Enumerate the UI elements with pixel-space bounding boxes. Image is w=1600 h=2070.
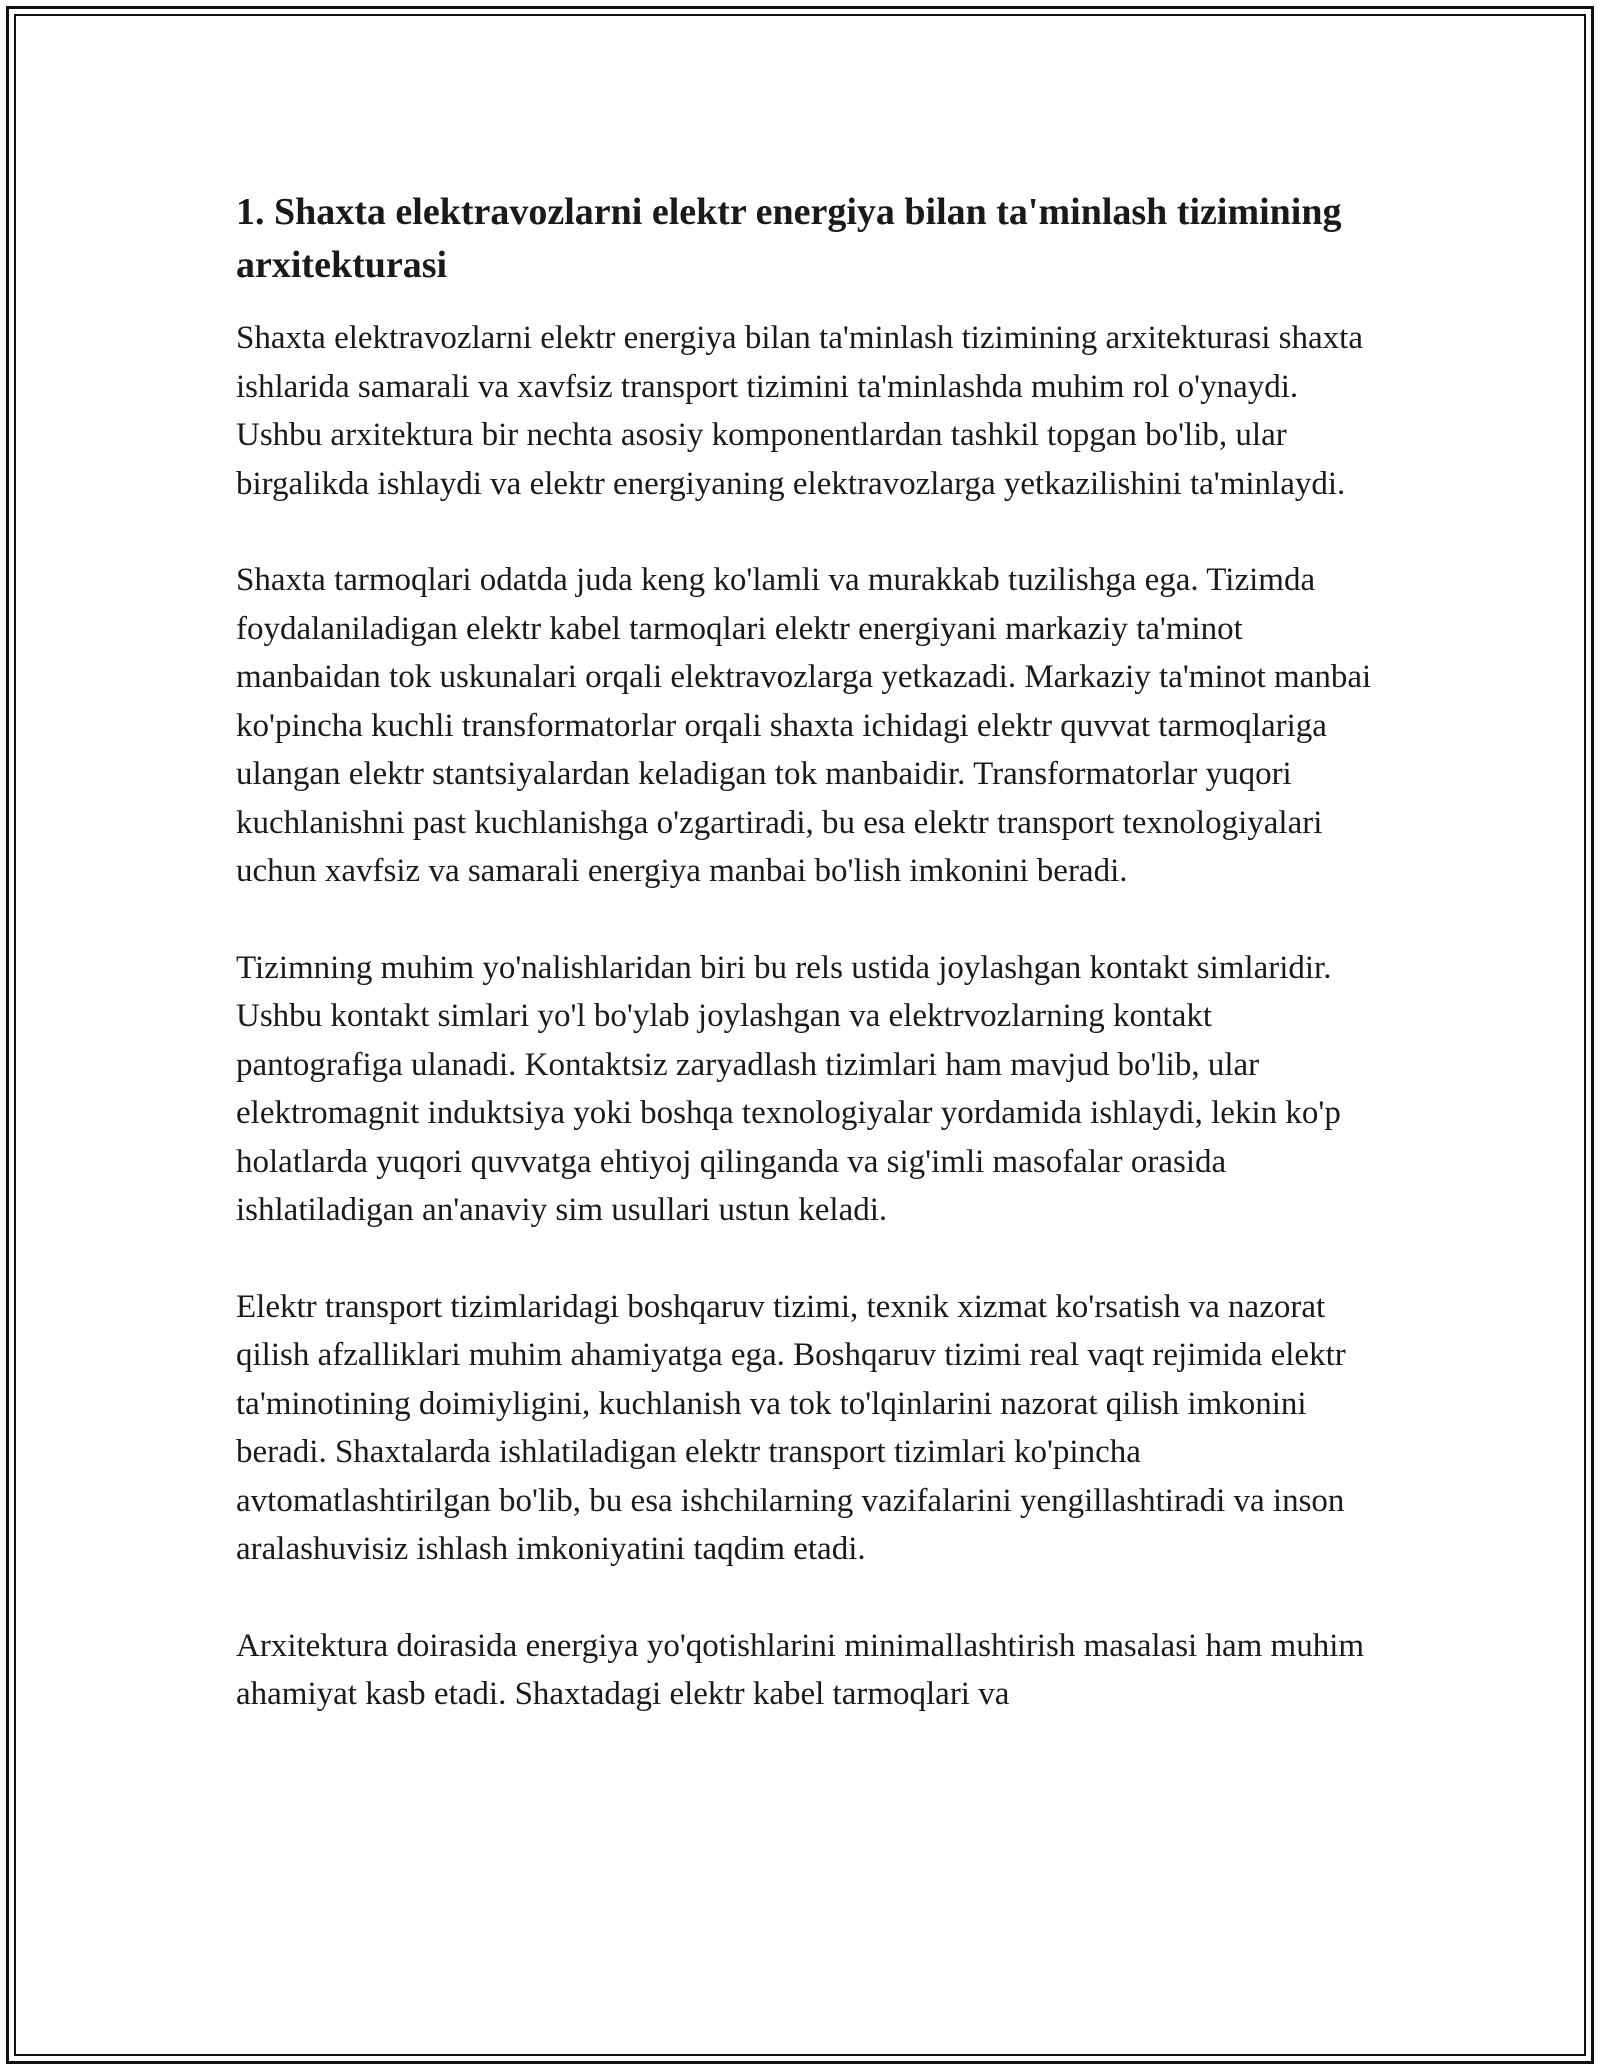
document-body [236,186,1386,1767]
paragraph-2: Shaxta tarmoqlari odatda juda keng ko'lamli va murakkab tuzilishga ega. Tizimda foydalaniladigan elektr kabel tarmoqlari elektr energiyani markaziy ta'minot manbaidan tok uskunalari orqali elektravozlarga yetkazadi. Markaziy ta'minot manbai ko'pincha kuchli transformatorlar orqali shaxta ichidagi elektr quvvat tarmoqlariga ulangan elektr stantsiyalardan keladigan tok manbaidir. Transformatorlar yuqori kuchlanishni past kuchlanishga o'zgartiradi, bu esa elektr transport texnologiyalari uchun xavfsiz va samarali energiya manbai bo'lish imkonini beradi. [236,562,1372,889]
paragraph-1: Shaxta elektravozlarni elektr energiya bilan ta'minlash tizimining arxitekturasi shaxta ishlarida samarali va xavfsiz transport tizimini ta'minlashda muhim rol o'ynaydi. Ushbu arxitektura bir nechta asosiy komponentlardan tashkil topgan bo'lib, ular birgalikda ishlaydi va elektr energiyaning elektravozlarga yetkazilishini ta'minlaydi. [236,320,1363,502]
paragraph-3: Tizimning muhim yo'nalishlaridan biri bu rels ustida joylashgan kontakt simlaridir. Ushbu kontakt simlari yo'l bo'ylab joylashgan va elektrvozlarning kontakt pantografiga ulanadi. Kontaktsiz zaryadlash tizimlari ham mavjud bo'lib, ular elektromagnit induktsiya yoki boshqa texnologiyalar yordamida ishlaydi, lekin ko'p holatlarda yuqori quvvatga ehtiyoj qilinganda va sig'imli masofalar orasida ishlatiladigan an'anaviy sim usullari ustun keladi. [236,949,1341,1228]
paragraph-4: Elektr transport tizimlaridagi boshqaruv tizimi, texnik xizmat ko'rsatish va nazorat qilish afzalliklari muhim ahamiyatga ega. Boshqaruv tizimi real vaqt rejimida elektr ta'minotining doimiyligini, kuchlanish va tok to'lqinlarini nazorat qilish imkonini beradi. Shaxtalarda ishlatiladigan elektr transport tizimlari ko'pincha avtomatlashtirilgan bo'lib, bu esa ishchilarning vazifalarini yengillashtiradi va inson aralashuvisiz ishlash imkoniyatini taqdim etadi. [236,1288,1346,1567]
section-heading: 1. Shaxta elektravozlarni elektr energiya bilan ta'minlash tizimining arxitekturasi [236,191,1342,286]
paragraph-5: Arxitektura doirasida energiya yo'qotishlarini minimallashtirish masalasi ham muhim ahamiyat kasb etadi. Shaxtadagi elektr kabel tarmoqlari va [236,1627,1365,1712]
